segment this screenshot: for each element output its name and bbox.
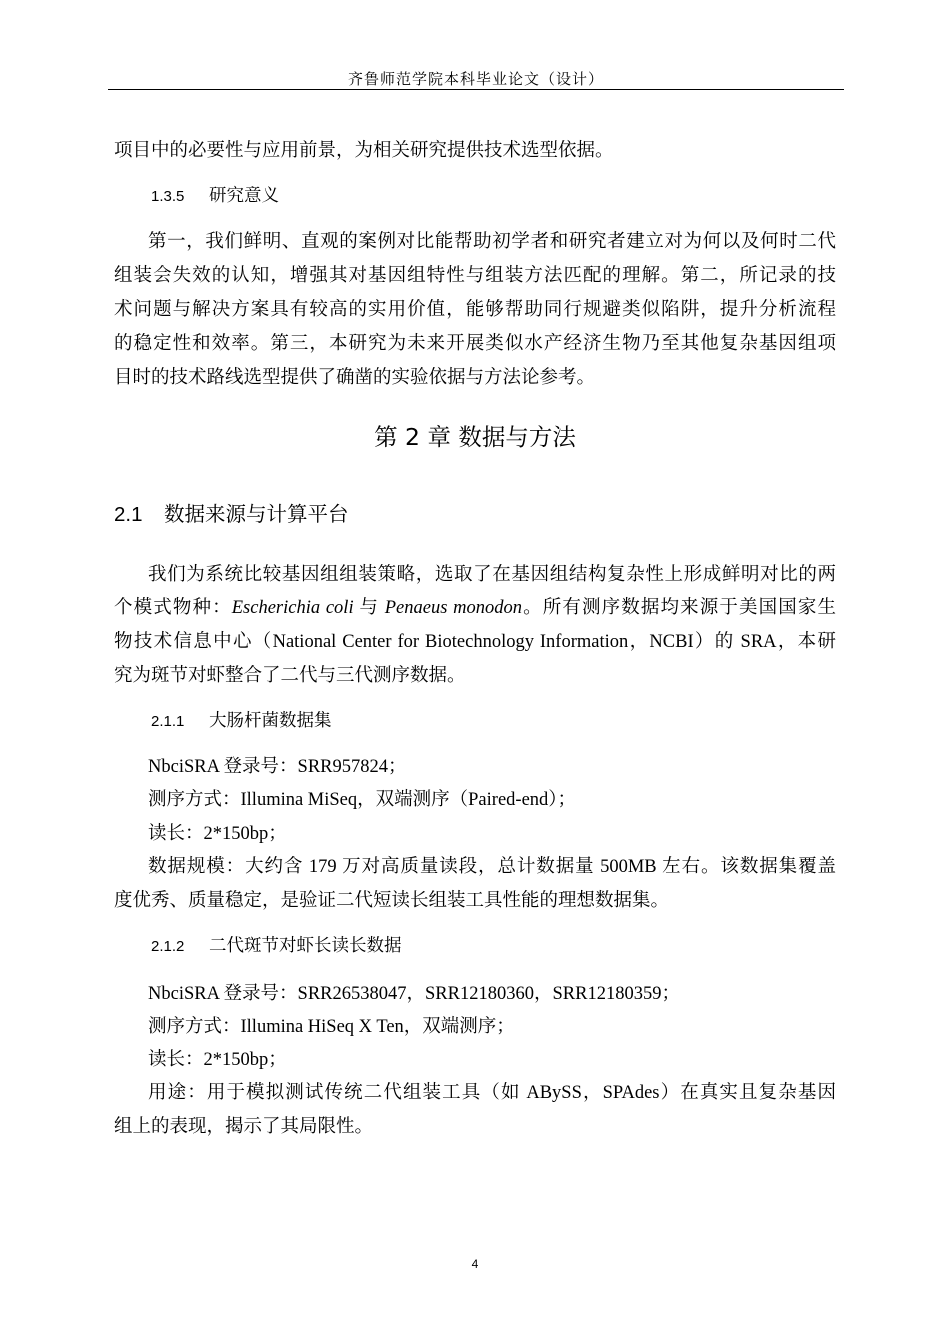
data-intro-line: 我们为系统比较基因组组装策略，选取了在基因组结构复杂性上形成鲜明对比的两 bbox=[148, 565, 836, 585]
significance-line: 第一，我们鲜明、直观的案例对比能帮助初学者和研究者建立对为何以及何时二代 bbox=[148, 232, 836, 252]
species-name: Penaeus monodon bbox=[384, 598, 522, 618]
significance-line: 组装会失效的认知，增强其对基因组特性与组装方法匹配的理解。第二，所记录的技 bbox=[114, 266, 836, 286]
subsection-number: 2.1.2 bbox=[151, 938, 185, 955]
page-number: 4 bbox=[471, 1257, 479, 1271]
text-fragment: 。所有测序数据均来源于美国国家生 bbox=[522, 598, 836, 618]
ecoli-read-length: 读长：2*150bp； bbox=[148, 824, 287, 844]
header-divider bbox=[108, 89, 844, 90]
subsection-number: 2.1.1 bbox=[151, 713, 185, 730]
subsection-1-3-5-heading bbox=[151, 183, 279, 209]
ecoli-accession: NbciSRA 登录号：SRR957824； bbox=[148, 757, 407, 777]
data-intro-line: 物技术信息中心（National Center for Biotechnology Information，NCBI）的 SRA，本研 bbox=[114, 632, 836, 652]
ecoli-scale-line: 度优秀、质量稳定，是验证二代短读长组装工具性能的理想数据集。 bbox=[114, 891, 670, 911]
section-title: 数据来源与计算平台 bbox=[164, 502, 349, 526]
subsection-2-1-1-heading bbox=[151, 708, 332, 734]
chapter-title: 第 2 章 数据与方法 bbox=[374, 423, 576, 451]
shrimp-usage-line: 组上的表现，揭示了其局限性。 bbox=[114, 1117, 374, 1137]
species-name: Escherichia coli bbox=[231, 598, 354, 618]
data-intro-line: 究为斑节对虾整合了二代与三代测序数据。 bbox=[114, 666, 466, 686]
shrimp-usage-line: 用途：用于模拟测试传统二代组装工具（如 ABySS，SPAdes）在真实且复杂基因 bbox=[148, 1083, 836, 1103]
section-number: 2.1 bbox=[114, 503, 143, 526]
text-fragment: 个模式物种： bbox=[114, 598, 232, 618]
ecoli-method: 测序方式：Illumina MiSeq，双端测序（Paired-end）； bbox=[148, 790, 577, 810]
significance-line: 的稳定性和效率。第三，本研究为未来开展类似水产经济生物乃至其他复杂基因组项 bbox=[114, 334, 836, 354]
shrimp-accession: NbciSRA 登录号：SRR26538047，SRR12180360，SRR12180359； bbox=[148, 984, 680, 1004]
significance-line: 术问题与解决方案具有较高的实用价值，能够帮助同行规避类似陷阱，提升分析流程 bbox=[114, 300, 836, 320]
section-2-1-heading bbox=[114, 500, 349, 529]
text-fragment: 与 bbox=[353, 598, 385, 618]
ecoli-scale-line: 数据规模：大约含 179 万对高质量读段，总计数据量 500MB 左右。该数据集覆盖 bbox=[148, 857, 836, 877]
intro-continuation: 项目中的必要性与应用前景，为相关研究提供技术选型依据。 bbox=[114, 141, 614, 161]
shrimp-method: 测序方式：Illumina HiSeq X Ten，双端测序； bbox=[148, 1017, 515, 1037]
subsection-title: 研究意义 bbox=[209, 185, 279, 205]
page-header: 齐鲁师范学院本科毕业论文（设计） bbox=[347, 72, 604, 88]
subsection-2-1-2-heading bbox=[151, 933, 402, 959]
subsection-number: 1.3.5 bbox=[151, 188, 185, 205]
subsection-title: 二代斑节对虾长读长数据 bbox=[209, 935, 402, 955]
subsection-title: 大肠杆菌数据集 bbox=[209, 710, 332, 730]
data-intro-line-species bbox=[114, 596, 836, 620]
shrimp-read-length: 读长：2*150bp； bbox=[148, 1050, 287, 1070]
significance-line: 目时的技术路线选型提供了确凿的实验依据与方法论参考。 bbox=[114, 368, 596, 388]
